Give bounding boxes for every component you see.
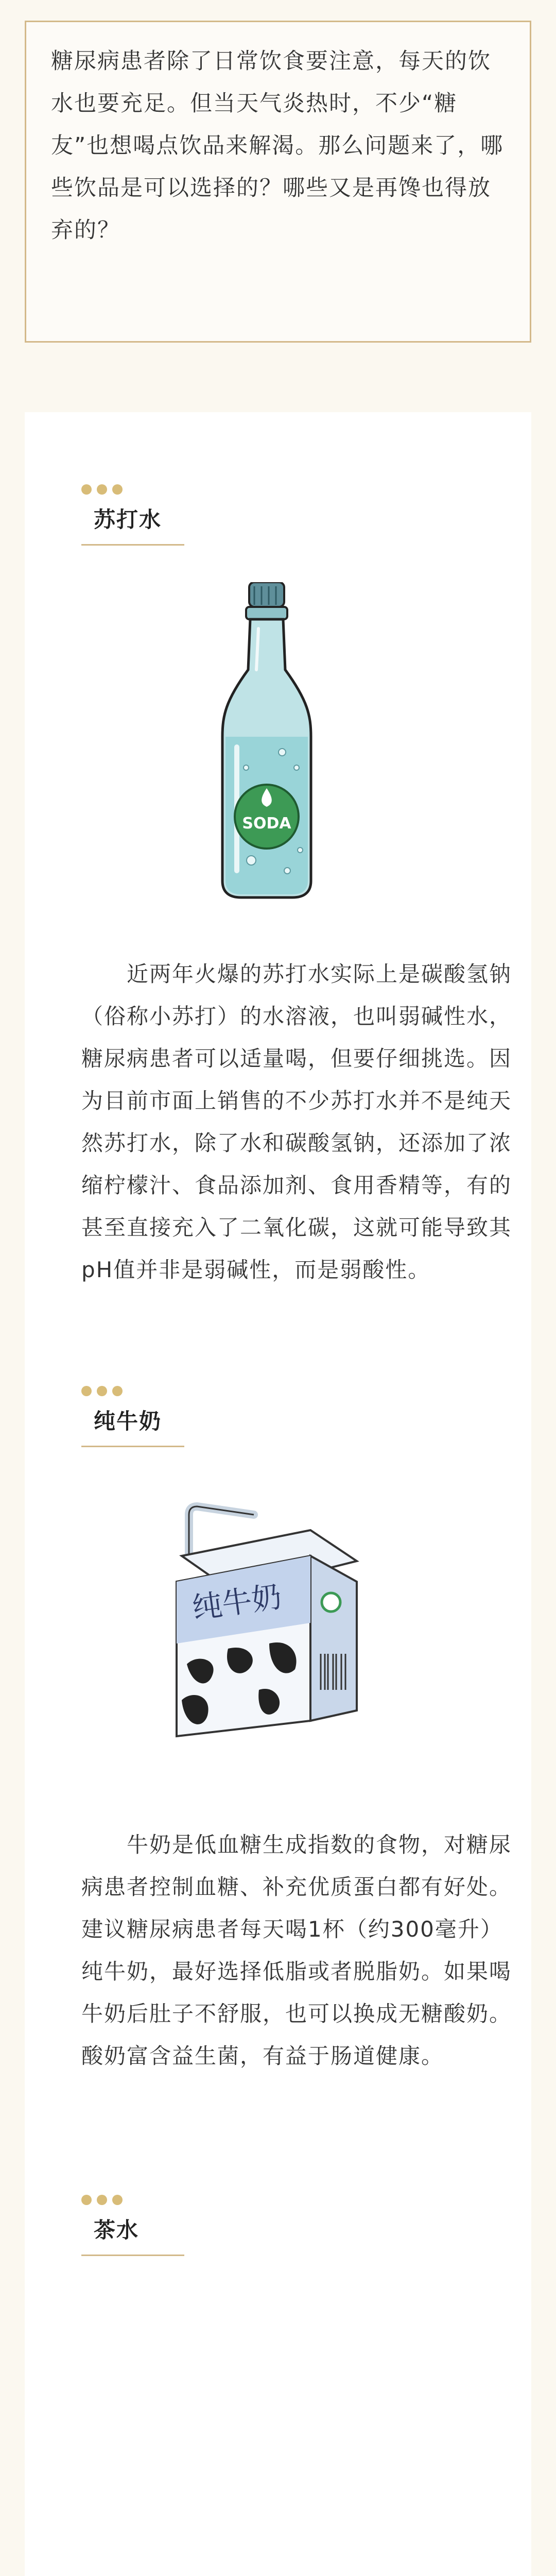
- decorative-dots: [81, 1386, 128, 1398]
- dot: [97, 2195, 107, 2205]
- section-title-soda: [81, 484, 195, 532]
- milk-paragraph: 牛奶是低血糖生成指数的食物，对糖尿病患者控制血糖、补充优质蛋白都有好处。建议糖尿病患者每天喝1杯（约300毫升）纯牛奶，最好选择低脂或者脱脂奶。如果喝牛奶后肚子不舒服，也可以换成无糖酸奶。酸奶富含益生菌，有益于肠道健康。: [81, 1832, 512, 2069]
- section-label: 苏打水: [94, 507, 162, 532]
- section-underline: [81, 1446, 184, 1447]
- bottle-label: SODA: [242, 815, 291, 833]
- section-title-tea: [81, 2195, 195, 2243]
- content-card: [25, 412, 531, 2576]
- soda-bottle-illustration: [205, 582, 328, 902]
- dot: [112, 1386, 123, 1396]
- dot: [112, 2195, 123, 2205]
- intro-box: [25, 21, 531, 343]
- dot: [81, 484, 92, 495]
- dot: [81, 2195, 92, 2205]
- dot: [97, 484, 107, 495]
- decorative-dots: [81, 2195, 128, 2207]
- section-underline: [81, 544, 184, 546]
- dot: [112, 484, 123, 495]
- decorative-dots: [81, 484, 128, 497]
- section-label: 茶水: [94, 2217, 140, 2243]
- soda-paragraph: 近两年火爆的苏打水实际上是碳酸氢钠（俗称小苏打）的水溶液，也叫弱碱性水，糖尿病患者可以适量喝，但要仔细挑选。因为目前市面上销售的不少苏打水并不是纯天然苏打水，除了水和碳酸氢钠，还添加了浓缩柠檬汁、食品添加剂、食用香精等，有的甚至直接充入了二氧化碳，这就可能导致其pH值并非是弱碱性，而是弱酸性。: [81, 961, 512, 1282]
- dot: [97, 1386, 107, 1396]
- section-label: 纯牛奶: [94, 1409, 162, 1434]
- carton-label: 纯牛奶: [190, 1579, 284, 1626]
- section-underline: [81, 2255, 184, 2256]
- intro-paragraph: 糖尿病患者除了日常饮食要注意，每天的饮水也要充足。但当天气炎热时，不少“糖友”也想喝点饮品来解渴。那么问题来了，哪些饮品是可以选择的？哪些又是再馋也得放弃的？: [51, 48, 504, 243]
- dot: [81, 1386, 92, 1396]
- section-title-milk: [81, 1386, 195, 1434]
- milk-carton-illustration: [156, 1494, 377, 1741]
